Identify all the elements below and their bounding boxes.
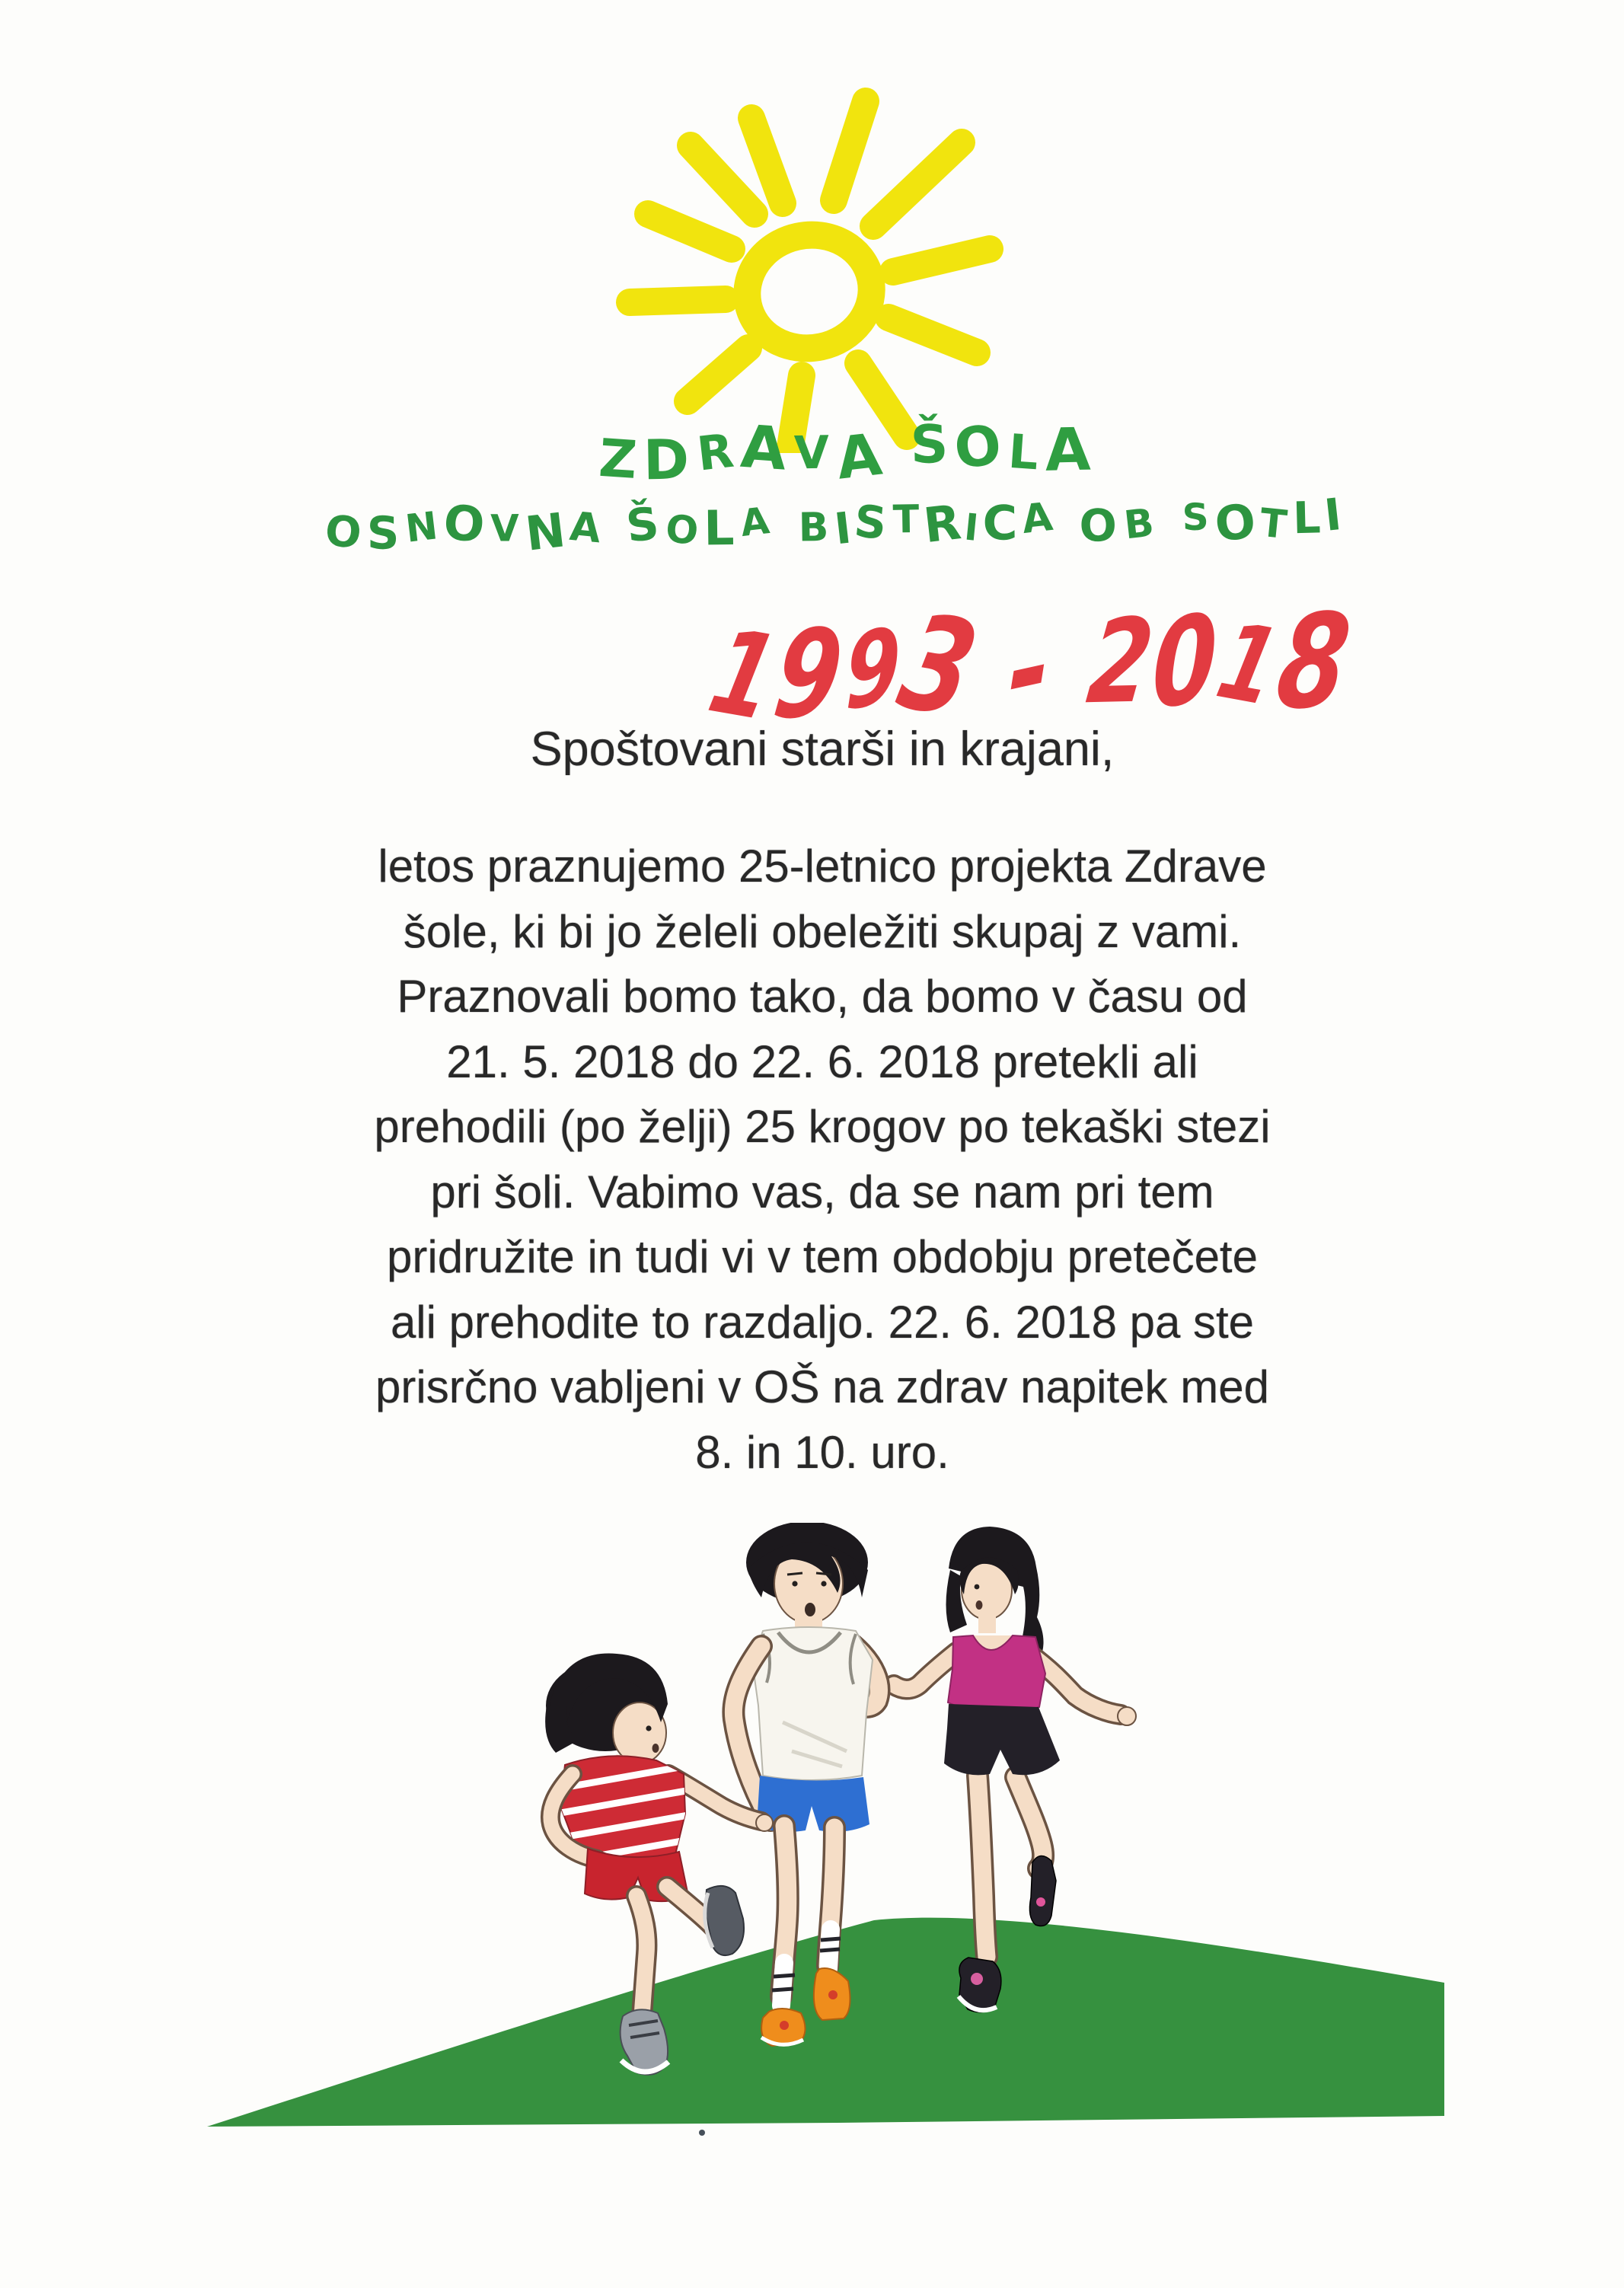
letter-line: pri šoli. Vabimo vas, da se nam pri tem: [430, 1166, 1214, 1217]
runners-icon: [0, 1523, 1624, 2288]
anniversary-years: 1993 - 2018: [698, 585, 1354, 748]
letter-line: ali prehodite to razdaljo. 22. 6. 2018 pa ste: [390, 1296, 1255, 1348]
letter-line: 21. 5. 2018 do 22. 6. 2018 pretekli ali: [446, 1036, 1198, 1087]
letter-line: prehodili (po želji) 25 krogov po tekaški stezi: [374, 1101, 1271, 1152]
letter-line: prisrčno vabljeni v OŠ na zdrav napitek med: [375, 1361, 1269, 1412]
letter-line: Praznovali bomo tako, da bomo v času od: [397, 971, 1248, 1022]
letter-line: pridružite in tudi vi v tem obdobju pretečete: [387, 1231, 1258, 1282]
letter-line: letos praznujemo 25-letnico projekta Zdrave: [378, 841, 1267, 892]
school-name: OSNOVNA ŠOLA BISTRICA OB SOTLI: [323, 487, 1346, 562]
scan-speck: [699, 2130, 705, 2136]
letter-line: 8. in 10. uro.: [695, 1426, 949, 1478]
letter-line: šole, ki bi jo želeli obeležiti skupaj z vami.: [403, 905, 1242, 957]
sun-icon: [605, 72, 1020, 453]
salutation: Spoštovani starši in krajani,: [530, 723, 1115, 776]
project-title: ZDRAVA ŠOLA: [597, 411, 1095, 493]
letter-body: [209, 834, 1435, 1485]
